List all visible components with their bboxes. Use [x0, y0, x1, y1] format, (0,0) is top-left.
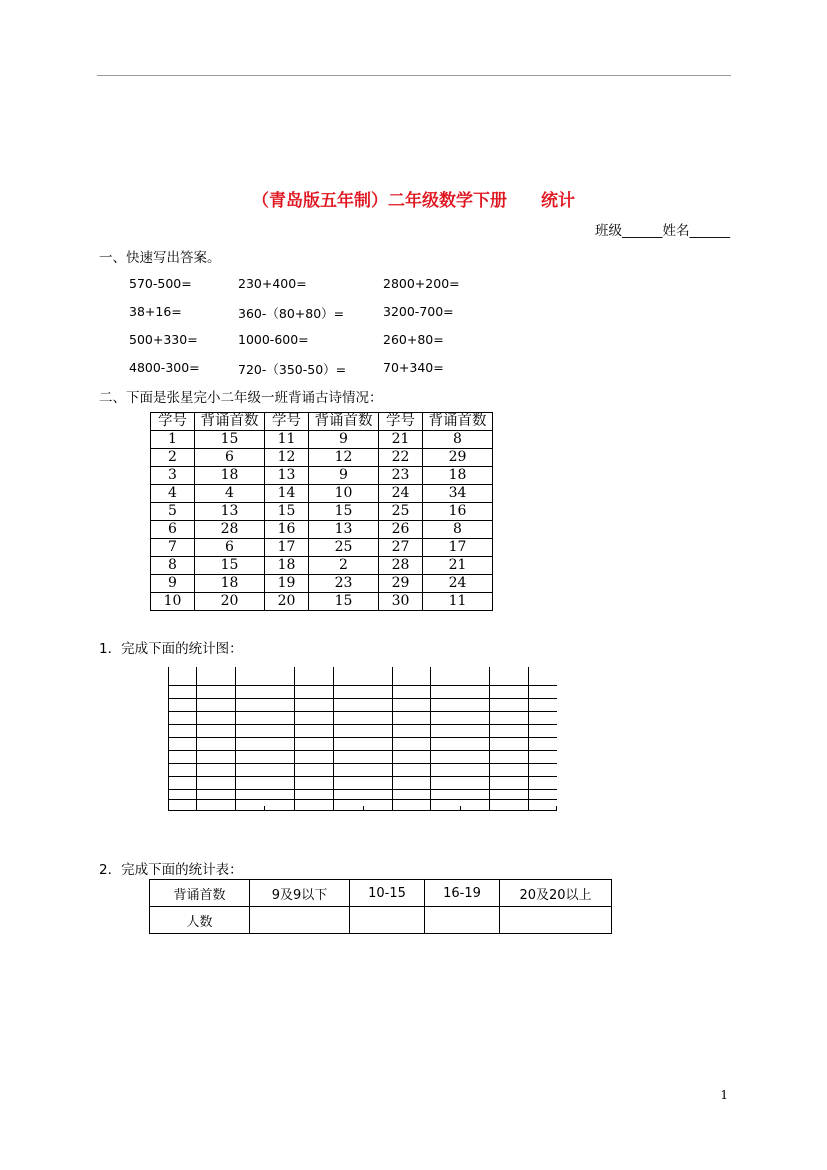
- table-cell: 17: [265, 539, 309, 557]
- column-header: 学号: [265, 413, 309, 431]
- table-cell: 12: [309, 449, 379, 467]
- problem: 720-（350-50）=: [238, 362, 347, 377]
- column-header: 背诵首数: [423, 413, 493, 431]
- table-cell: 25: [379, 503, 423, 521]
- table-cell: 24: [379, 485, 423, 503]
- chart-gridlines-horizontal: [168, 686, 557, 800]
- table-cell: 16: [423, 503, 493, 521]
- table-cell: 34: [423, 485, 493, 503]
- table-cell: 2: [151, 449, 195, 467]
- table-cell: 21: [423, 557, 493, 575]
- table-cell: 27: [379, 539, 423, 557]
- table-cell: 28: [195, 521, 265, 539]
- table-cell: 9: [309, 431, 379, 449]
- question1-label: 1．完成下面的统计图：: [99, 641, 243, 657]
- table-cell: 18: [195, 467, 265, 485]
- table-cell: 4: [195, 485, 265, 503]
- table-cell: 13: [309, 521, 379, 539]
- table-cell: 8: [423, 431, 493, 449]
- table-cell: 14: [265, 485, 309, 503]
- table-cell: 15: [195, 557, 265, 575]
- table-cell: 3: [151, 467, 195, 485]
- table-cell: 20: [195, 593, 265, 611]
- problem: 570-500=: [129, 276, 192, 291]
- table-cell: 15: [309, 503, 379, 521]
- table-cell: 4: [151, 485, 195, 503]
- column-header: 20及20以上: [500, 880, 612, 907]
- table-cell: 29: [379, 575, 423, 593]
- table-cell: 11: [265, 431, 309, 449]
- section2-heading: 二、下面是张星完小二年级一班背诵古诗情况：: [99, 390, 383, 406]
- problem: 3200-700=: [383, 304, 454, 319]
- table-row: [151, 575, 493, 593]
- table-row: [151, 449, 493, 467]
- problem: 4800-300=: [129, 360, 200, 375]
- table-row: [150, 907, 612, 934]
- table-cell: 23: [309, 575, 379, 593]
- table-cell: 25: [309, 539, 379, 557]
- table-row: [151, 593, 493, 611]
- column-header: 16-19: [425, 880, 500, 907]
- column-header: 学号: [379, 413, 423, 431]
- problem: 70+340=: [383, 360, 444, 375]
- page-number: 1: [720, 1088, 728, 1102]
- table-cell: 1: [151, 431, 195, 449]
- problem: 2800+200=: [383, 276, 460, 291]
- column-header: 背诵首数: [309, 413, 379, 431]
- table-cell: 13: [265, 467, 309, 485]
- column-header: 学号: [151, 413, 195, 431]
- blank-chart-grid: [160, 665, 560, 815]
- problem: 230+400=: [238, 276, 307, 291]
- table-cell: 15: [195, 431, 265, 449]
- answer-cell[interactable]: [500, 907, 612, 934]
- table-cell: 23: [379, 467, 423, 485]
- answer-cell[interactable]: [350, 907, 425, 934]
- column-header: 10-15: [350, 880, 425, 907]
- problem: 500+330=: [129, 332, 198, 347]
- table-cell: 5: [151, 503, 195, 521]
- table-cell: 13: [195, 503, 265, 521]
- table-cell: 22: [379, 449, 423, 467]
- table-row: [151, 521, 493, 539]
- question2-label: 2．完成下面的统计表：: [99, 862, 243, 878]
- table-row: [151, 539, 493, 557]
- answer-cell[interactable]: [425, 907, 500, 934]
- table-cell: 30: [379, 593, 423, 611]
- recitation-table: [150, 412, 493, 611]
- table-cell: 6: [151, 521, 195, 539]
- table-cell: 18: [195, 575, 265, 593]
- table-cell: 20: [265, 593, 309, 611]
- table-cell: 21: [379, 431, 423, 449]
- table-cell: 16: [265, 521, 309, 539]
- problem: 260+80=: [383, 332, 444, 347]
- statistics-table: [149, 879, 612, 934]
- table-cell: 7: [151, 539, 195, 557]
- page-title: （青岛版五年制）二年级数学下册 统计: [252, 191, 575, 211]
- table-cell: 6: [195, 449, 265, 467]
- table-row: [151, 467, 493, 485]
- table-cell: 12: [265, 449, 309, 467]
- problem: 38+16=: [129, 304, 182, 319]
- table-cell: 2: [309, 557, 379, 575]
- problem: 1000-600=: [238, 332, 309, 347]
- table-cell: 18: [423, 467, 493, 485]
- table-cell: 10: [309, 485, 379, 503]
- table-header-row: [150, 880, 612, 907]
- table-cell: 26: [379, 521, 423, 539]
- class-name-line: 班级______姓名______: [595, 223, 730, 239]
- column-header: 背诵首数: [150, 880, 250, 907]
- table-cell: 11: [423, 593, 493, 611]
- table-cell: 24: [423, 575, 493, 593]
- table-cell: 17: [423, 539, 493, 557]
- table-row: [151, 557, 493, 575]
- table-cell: 29: [423, 449, 493, 467]
- table-cell: 10: [151, 593, 195, 611]
- table-row: [151, 431, 493, 449]
- column-header: 背诵首数: [195, 413, 265, 431]
- table-cell: 8: [423, 521, 493, 539]
- column-header: 9及9以下: [250, 880, 350, 907]
- header-rule: [97, 75, 731, 76]
- table-cell: 28: [379, 557, 423, 575]
- table-header-row: [151, 413, 493, 431]
- table-cell: 6: [195, 539, 265, 557]
- table-cell: 15: [309, 593, 379, 611]
- problem: 360-（80+80）=: [238, 306, 345, 321]
- table-row: [151, 503, 493, 521]
- table-cell: 19: [265, 575, 309, 593]
- answer-cell[interactable]: [250, 907, 350, 934]
- table-cell: 9: [309, 467, 379, 485]
- table-cell: 8: [151, 557, 195, 575]
- table-row: [151, 485, 493, 503]
- table-cell: 18: [265, 557, 309, 575]
- row-label: 人数: [150, 907, 250, 934]
- table-cell: 15: [265, 503, 309, 521]
- section1-heading: 一、快速写出答案。: [99, 250, 221, 266]
- table-cell: 9: [151, 575, 195, 593]
